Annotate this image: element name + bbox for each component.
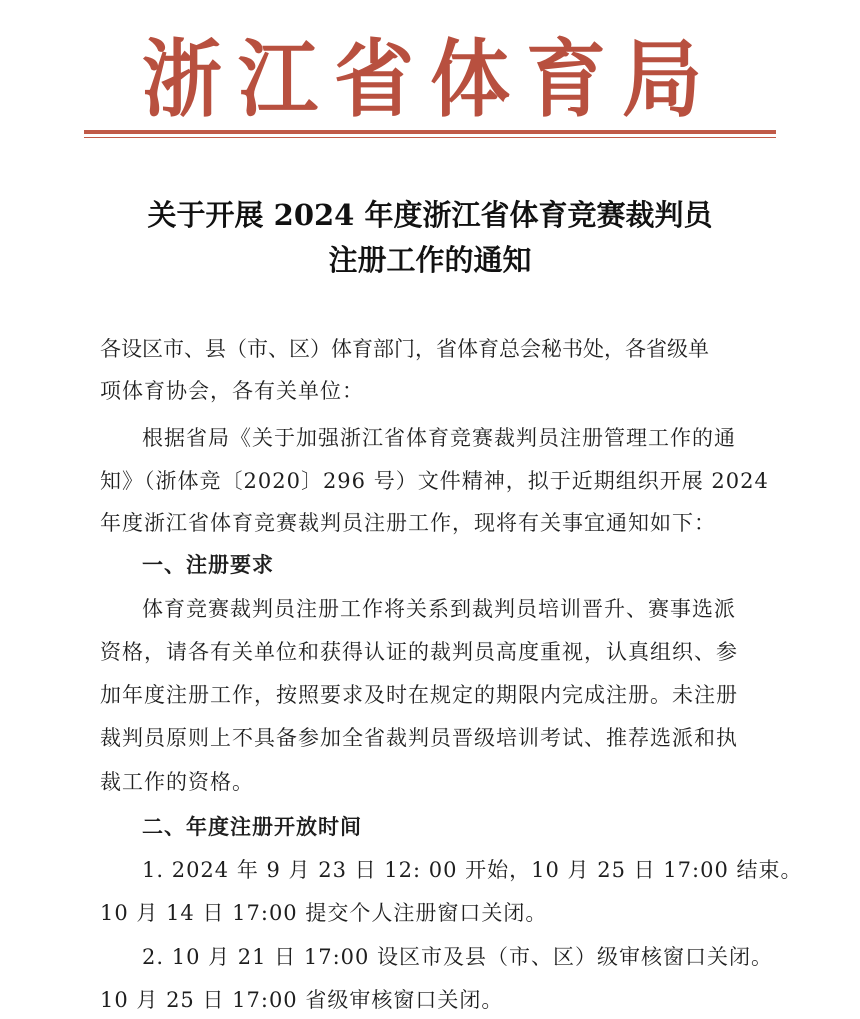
- letterhead-rule-thin: [84, 137, 776, 138]
- section1-line4: 裁判员原则上不具备参加全省裁判员晋级培训考试、推荐选派和执: [100, 726, 738, 750]
- section2-item1-line1: 1. 2024 年 9 月 23 日 12: 00 开始，10 月 25 日 17:00 结束。: [142, 858, 803, 882]
- addressee-line1: [100, 334, 760, 364]
- section1-line2: 资格，请各有关单位和获得认证的裁判员高度重视，认真组织、参: [100, 640, 738, 664]
- addressee-line2: 项体育协会，各有关单位：: [100, 379, 364, 403]
- document-title-line1: 关于开展 2024 年度浙江省体育竞赛裁判员: [147, 198, 713, 232]
- section2-item2-line1: 2. 10 月 21 日 17:00 设区市及县（市、区）级审核窗口关闭。: [142, 945, 774, 969]
- intro-line2: 知》（浙体竞〔2020〕296 号）文件精神，拟于近期组织开展 2024: [100, 469, 769, 493]
- section1-line5: 裁工作的资格。: [100, 770, 254, 794]
- section1-heading: 一、注册要求: [142, 553, 274, 577]
- intro-line1: 根据省局《关于加强浙江省体育竞赛裁判员注册管理工作的通: [142, 426, 736, 450]
- addressee-text-1: 各设区市、县（市、区）体育部门，省体育总会秘书处，各省级单: [100, 337, 709, 361]
- section2-heading: 二、年度注册开放时间: [142, 815, 362, 839]
- document-title-line2: 注册工作的通知: [328, 243, 532, 277]
- letterhead-title: 浙江省体育局: [142, 30, 718, 129]
- section1-line1: 体育竞赛裁判员注册工作将关系到裁判员培训晋升、赛事选派: [142, 597, 736, 621]
- letterhead-rule-thick: [84, 130, 776, 134]
- section1-line3: 加年度注册工作，按照要求及时在规定的期限内完成注册。未注册: [100, 683, 738, 707]
- section2-item2-line2: 10 月 25 日 17:00 省级审核窗口关闭。: [100, 988, 504, 1012]
- section2-item1-line2: 10 月 14 日 17:00 提交个人注册窗口关闭。: [100, 901, 548, 925]
- intro-line3: 年度浙江省体育竞赛裁判员注册工作，现将有关事宜通知如下：: [100, 511, 716, 535]
